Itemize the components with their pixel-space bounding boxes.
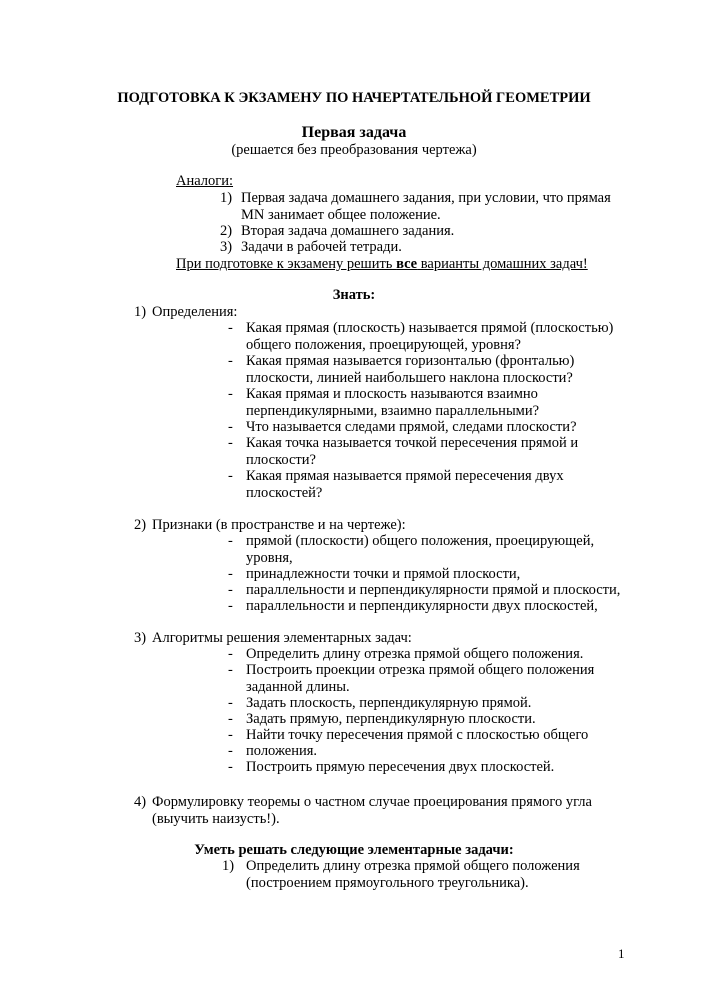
skill-line: (построением прямоугольного треугольника). [246,875,529,891]
analogs-note: При подготовке к экзамену решить все варианты домашних задач! [176,256,588,272]
bullet-text: общего положения, проецирующей, уровня? [246,337,521,353]
bullet-text: прямой (плоскости) общего положения, проецирующей, [246,533,595,549]
analog-line: Вторая задача домашнего задания. [241,223,455,239]
bullet-text: Определить длину отрезка прямой общего положения. [246,646,584,662]
bullet-dash: - [228,759,233,775]
analog-number: 1) [220,190,233,206]
bullet-text: Какая прямая и плоскость называются взаимно [246,386,538,402]
section-number: 4) [134,794,147,810]
skill-line: Определить длину отрезка прямой общего положения [246,858,580,874]
section-title-line: Формулировку теоремы о частном случае проецирования прямого угла [152,794,592,810]
bullet-dash: - [228,320,233,336]
bullet-dash: - [228,566,233,582]
know-heading: Знать: [332,287,376,303]
bullet-text: плоскости, линией наибольшего наклона плоскости? [246,370,573,386]
skill-number: 1) [222,858,235,874]
bullet-text: Какая прямая называется прямой пересечения двух [246,468,564,484]
bullet-dash: - [228,711,233,727]
task-note: (решается без преобразования чертежа) [231,142,477,158]
analogs-label: Аналоги: [176,173,234,189]
bullet-dash: - [228,419,233,435]
bullet-text: Какая прямая называется горизонталью (фронталью) [246,353,575,369]
bullet-text: уровня, [246,550,293,566]
document-title: ПОДГОТОВКА К ЭКЗАМЕНУ ПО НАЧЕРТАТЕЛЬНОЙ ГЕОМЕТРИИ [117,90,591,106]
bullet-text: Построить прямую пересечения двух плоскостей. [246,759,555,775]
bullet-dash: - [228,582,233,598]
bullet-dash: - [228,468,233,484]
bullet-text: Найти точку пересечения прямой с плоскостью общего [246,727,589,743]
bullet-text: Построить проекции отрезка прямой общего положения [246,662,595,678]
page-number: 1 [618,946,625,961]
bullet-text: Задать прямую, перпендикулярную плоскости. [246,711,536,727]
bullet-dash: - [228,695,233,711]
analog-line: MN занимает общее положение. [241,207,441,223]
bullet-text: Какая прямая (плоскость) называется прямой (плоскостью) [246,320,614,336]
bullet-text: Что называется следами прямой, следами плоскости? [246,419,577,435]
section-title-line: (выучить наизусть!). [152,811,280,827]
analog-line: Задачи в рабочей тетради. [241,239,402,255]
analog-number: 2) [220,223,233,239]
section-title: Определения: [152,304,238,320]
bullet-dash: - [228,353,233,369]
task-heading: Первая задача [301,124,407,141]
bullet-dash: - [228,533,233,549]
bullet-text: Задать плоскость, перпендикулярную прямой. [246,695,532,711]
bullet-dash: - [228,435,233,451]
section-number: 2) [134,517,147,533]
bullet-text: заданной длины. [246,679,350,695]
bullet-text: плоскости? [246,452,316,468]
bullet-dash: - [228,646,233,662]
bullet-text: принадлежности точки и прямой плоскости, [246,566,521,582]
skills-heading: Уметь решать следующие элементарные задачи: [194,842,514,858]
section-number: 1) [134,304,147,320]
bullet-dash: - [228,386,233,402]
section-title: Признаки (в пространстве и на чертеже): [152,517,406,533]
bullet-dash: - [228,598,233,614]
bullet-dash: - [228,727,233,743]
bullet-dash: - [228,743,233,759]
bullet-text: плоскостей? [246,485,323,501]
bullet-text: параллельности и перпендикулярности прямой и плоскости, [246,582,621,598]
bullet-text: Какая точка называется точкой пересечения прямой и [246,435,579,451]
section-number: 3) [134,630,147,646]
analog-number: 3) [220,239,233,255]
bullet-text: положения. [246,743,318,759]
bullet-dash: - [228,662,233,678]
bullet-text: перпендикулярными, взаимно параллельными? [246,403,540,419]
bullet-text: параллельности и перпендикулярности двух плоскостей, [246,598,598,614]
section-title: Алгоритмы решения элементарных задач: [152,630,412,646]
analog-line: Первая задача домашнего задания, при условии, что прямая [241,190,611,206]
